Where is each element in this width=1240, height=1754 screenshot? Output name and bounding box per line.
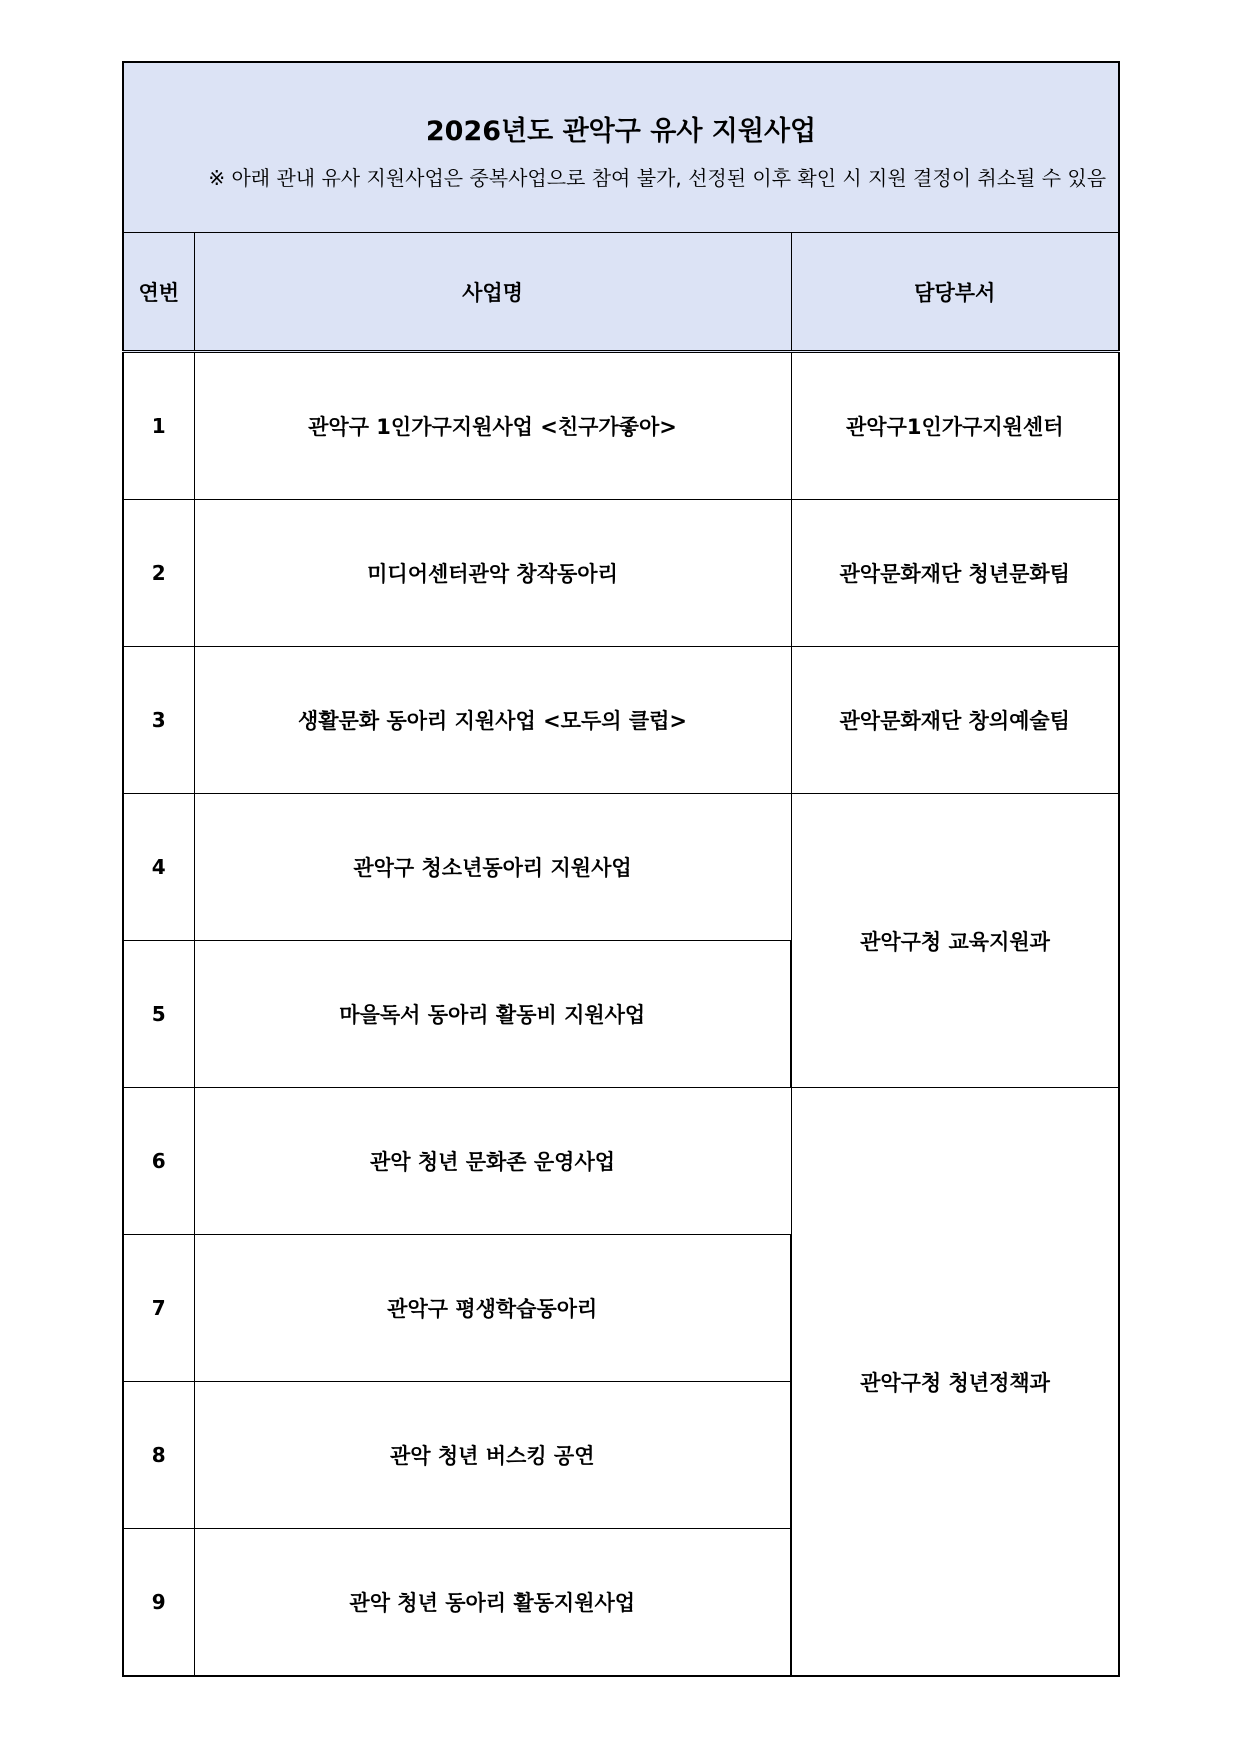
row-program: 관악구 1인가구지원사업 <친구가좋아> [194, 352, 791, 500]
row-program: 생활문화 동아리 지원사업 <모두의 클럽> [194, 647, 791, 794]
document-title: 2026년도 관악구 유사 지원사업 [425, 115, 817, 147]
table-row [123, 352, 1119, 500]
row-program: 관악 청년 버스킹 공연 [194, 1382, 791, 1529]
row-number: 4 [123, 794, 194, 941]
row-department: 관악구1인가구지원센터 [791, 352, 1119, 500]
title-row [123, 62, 1119, 233]
row-number: 2 [123, 500, 194, 647]
table-row [123, 794, 1119, 941]
row-department: 관악문화재단 창의예술팀 [791, 647, 1119, 794]
row-number: 9 [123, 1529, 194, 1677]
program-table [122, 61, 1120, 1677]
row-number: 5 [123, 941, 194, 1088]
row-program: 관악구 평생학습동아리 [194, 1235, 791, 1382]
row-program: 미디어센터관악 창작동아리 [194, 500, 791, 647]
table-row [123, 647, 1119, 794]
row-department: 관악문화재단 청년문화팀 [791, 500, 1119, 647]
row-department-merged: 관악구청 교육지원과 [791, 794, 1119, 1088]
row-program: 관악 청년 동아리 활동지원사업 [194, 1529, 791, 1677]
row-program: 마을독서 동아리 활동비 지원사업 [194, 941, 791, 1088]
header-department: 담당부서 [791, 233, 1119, 352]
row-number: 8 [123, 1382, 194, 1529]
table-row [123, 1088, 1119, 1235]
title-cell [123, 62, 1119, 233]
row-number: 3 [123, 647, 194, 794]
row-number: 7 [123, 1235, 194, 1382]
header-program: 사업명 [194, 233, 791, 352]
header-number: 연번 [123, 233, 194, 352]
row-number: 6 [123, 1088, 194, 1235]
row-program: 관악 청년 문화존 운영사업 [194, 1088, 791, 1235]
row-number: 1 [123, 352, 194, 500]
row-program: 관악구 청소년동아리 지원사업 [194, 794, 791, 941]
document-notice: ※ 아래 관내 유사 지원사업은 중복사업으로 참여 불가, 선정된 이후 확인 시 지원 결정이 취소될 수 있음 [208, 165, 1107, 190]
header-row [123, 233, 1119, 352]
row-department-merged: 관악구청 청년정책과 [791, 1088, 1119, 1677]
table-row [123, 500, 1119, 647]
